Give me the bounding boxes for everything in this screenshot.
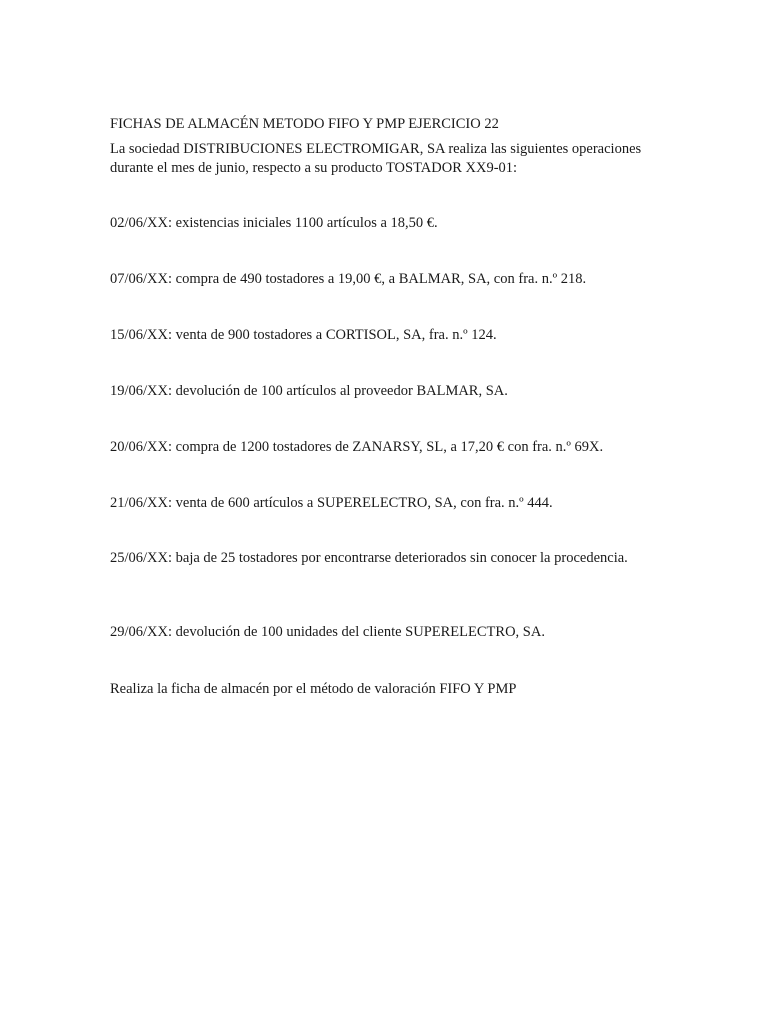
task-instruction: Realiza la ficha de almacén por el método de valoración FIFO Y PMP [110, 681, 517, 697]
operation-item: 07/06/XX: compra de 490 tostadores a 19,00 €, a BALMAR, SA, con fra. n.º 218. [110, 271, 587, 287]
operation-item: 15/06/XX: venta de 900 tostadores a CORTISOL, SA, fra. n.º 124. [110, 327, 497, 343]
document-title: FICHAS DE ALMACÉN METODO FIFO Y PMP EJERCICIO 22 [110, 116, 499, 132]
operation-item: 02/06/XX: existencias iniciales 1100 artículos a 18,50 €. [110, 215, 438, 231]
intro-paragraph: La sociedad DISTRIBUCIONES ELECTROMIGAR, SA realiza las siguientes operaciones durante el mes de junio, respecto a su producto TOSTADOR XX9-01: [110, 141, 642, 176]
operation-item: 25/06/XX: baja de 25 tostadores por encontrarse deteriorados sin conocer la procedencia. [110, 550, 628, 566]
operation-item: 20/06/XX: compra de 1200 tostadores de ZANARSY, SL, a 17,20 € con fra. n.º 69X. [110, 439, 604, 455]
operation-item: 29/06/XX: devolución de 100 unidades del cliente SUPERELECTRO, SA. [110, 624, 545, 640]
operation-item: 21/06/XX: venta de 600 artículos a SUPERELECTRO, SA, con fra. n.º 444. [110, 495, 553, 511]
operation-item: 19/06/XX: devolución de 100 artículos al proveedor BALMAR, SA. [110, 383, 508, 399]
